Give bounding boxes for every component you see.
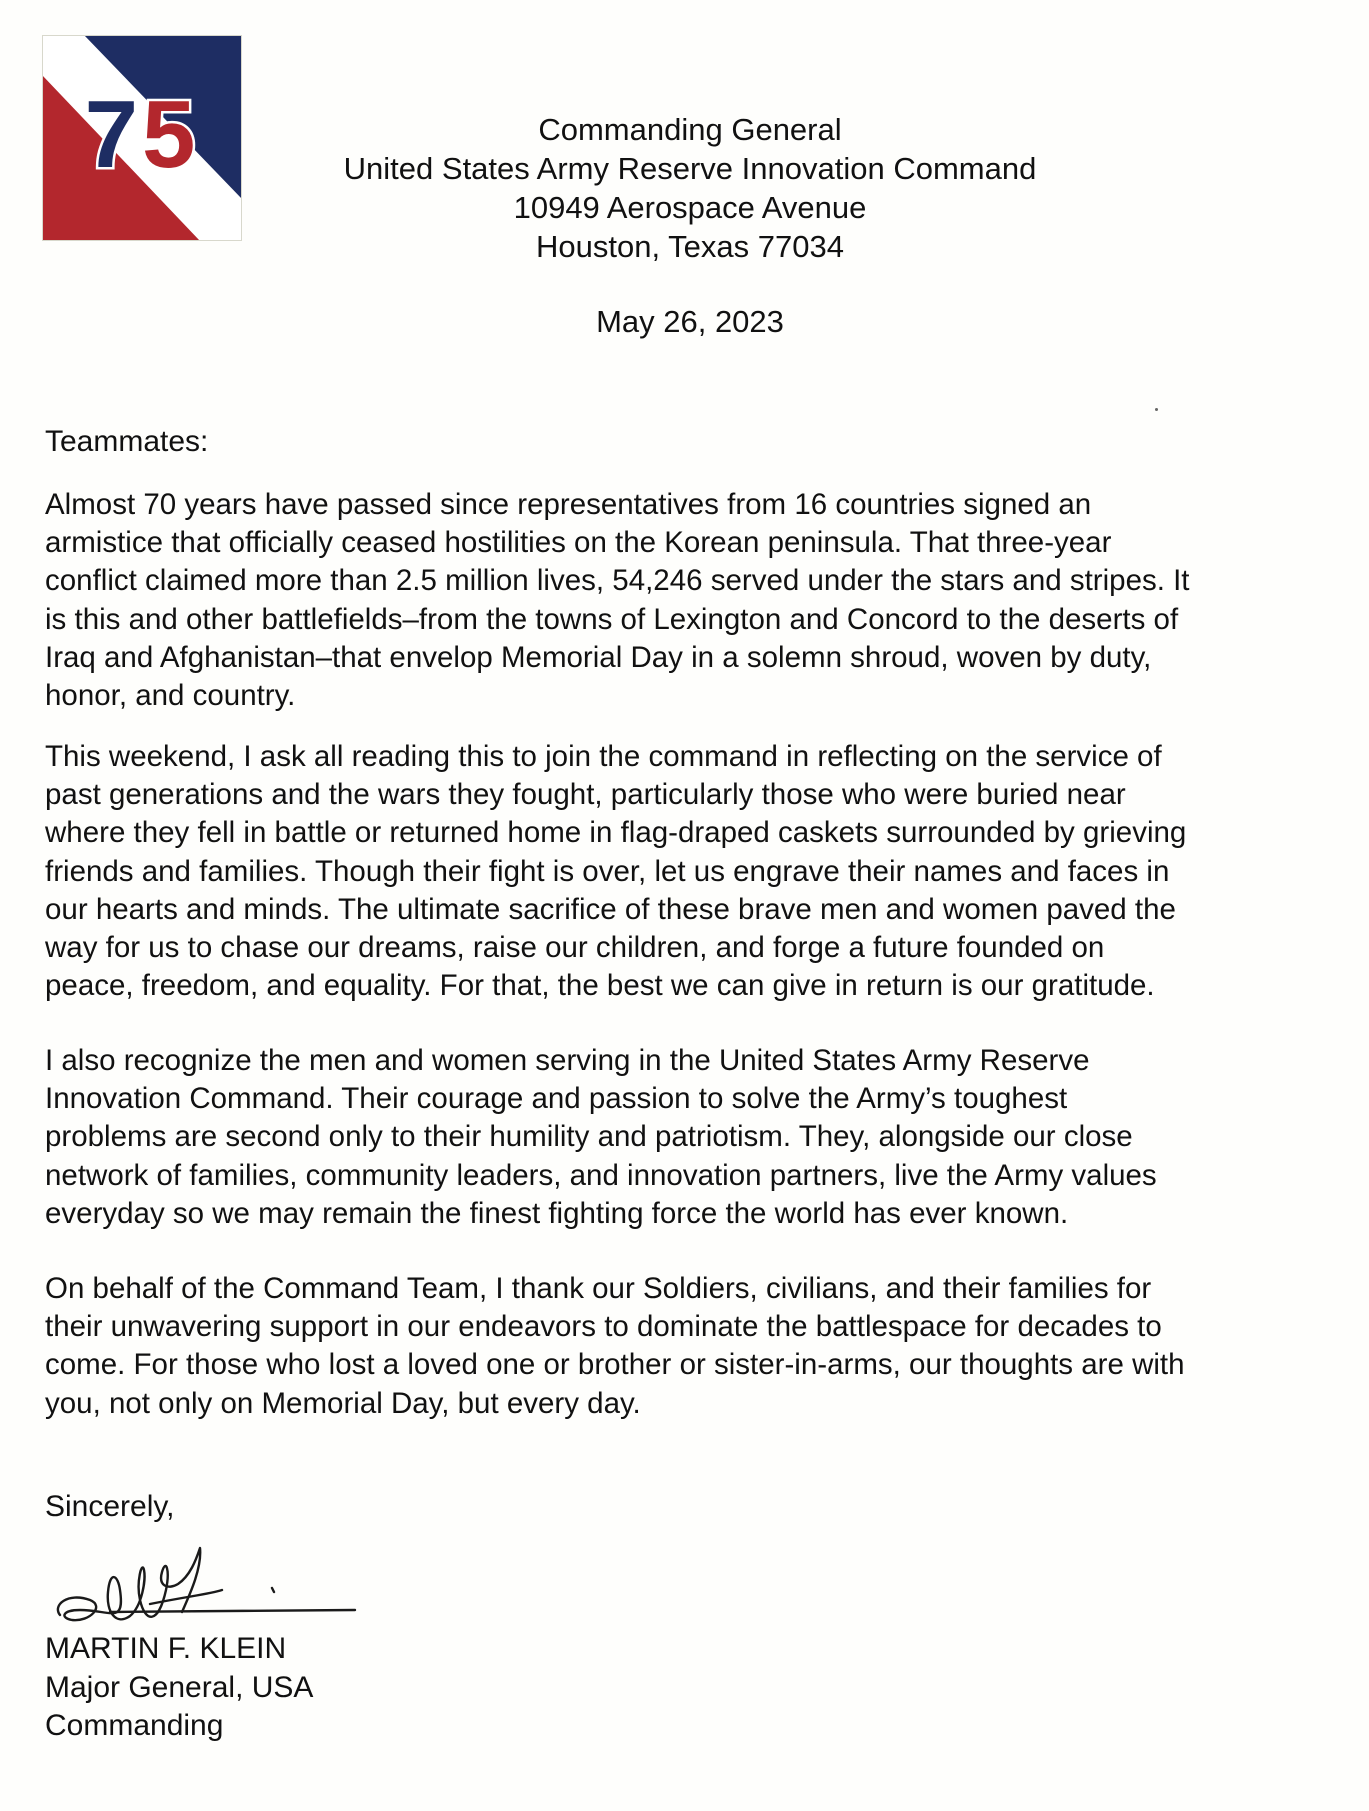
paragraph-line: our hearts and minds. The ultimate sacrifice of these brave men and women paved the [45, 892, 1176, 926]
paragraph-line: past generations and the wars they fought, particularly those who were buried near [45, 778, 1126, 812]
letterhead [290, 110, 1090, 266]
paragraph-line: friends and families. Though their fight is over, let us engrave their names and faces in [45, 854, 1170, 888]
signer-name: MARTIN F. KLEIN [45, 1632, 287, 1665]
paragraph-line: peace, freedom, and equality. For that, the best we can give in return is our gratitude. [45, 969, 1155, 1003]
paragraph-line: way for us to chase our dreams, raise our children, and forge a future founded on [45, 931, 1105, 965]
signer-title: Major General, USA [45, 1670, 314, 1704]
logo-digit-7: 7 [84, 81, 142, 188]
closing: Sincerely, [45, 1490, 175, 1523]
command-logo [42, 35, 242, 241]
scan-speck [1155, 408, 1158, 411]
signature-block [45, 1630, 313, 1746]
logo-number [85, 81, 200, 188]
letterhead-street: 10949 Aerospace Avenue [513, 190, 867, 225]
paragraph-line: On behalf of the Command Team, I thank our Soldiers, civilians, and their families for [45, 1272, 1152, 1305]
paragraph-line: Almost 70 years have passed since representatives from 16 countries signed an [45, 488, 1092, 521]
paragraph-line: This weekend, I ask all reading this to join the command in reflecting on the service of [45, 740, 1162, 773]
letterhead-city: Houston, Texas 77034 [536, 229, 844, 264]
paragraph-line: is this and other battlefields–from the towns of Lexington and Concord to the deserts of [45, 602, 1179, 636]
body-paragraph-2 [45, 738, 1335, 1005]
paragraph-line: where they fell in battle or returned home in flag-draped caskets surrounded by grieving [45, 816, 1187, 850]
body-paragraph-1 [45, 486, 1335, 715]
handwritten-signature [50, 1530, 370, 1640]
signature-strokes [50, 1530, 370, 1640]
salutation: Teammates: [45, 425, 209, 458]
paragraph-line: you, not only on Memorial Day, but every day. [45, 1386, 641, 1420]
paragraph-line: Innovation Command. Their courage and passion to solve the Army’s toughest [45, 1082, 1068, 1116]
letterhead-title: Commanding General [538, 112, 842, 147]
logo-digit-5: 5 [142, 81, 200, 188]
paragraph-line: come. For those who lost a loved one or brother or sister-in-arms, our thoughts are with [45, 1348, 1185, 1382]
paragraph-line: their unwavering support in our endeavors to dominate the battlespace for decades to [45, 1310, 1162, 1344]
body-paragraph-4 [45, 1270, 1335, 1423]
paragraph-line: Iraq and Afghanistan–that envelop Memorial Day in a solemn shroud, woven by duty, [45, 640, 1152, 674]
body-paragraph-3 [45, 1042, 1335, 1233]
command-logo-graphic [42, 35, 242, 241]
paragraph-line: network of families, community leaders, and innovation partners, live the Army values [45, 1158, 1157, 1192]
paragraph-line: honor, and country. [45, 679, 296, 713]
letter-date: May 26, 2023 [596, 304, 784, 339]
paragraph-line: I also recognize the men and women serving in the United States Army Reserve [45, 1044, 1090, 1077]
paragraph-line: conflict claimed more than 2.5 million lives, 54,246 served under the stars and stripes. It [45, 564, 1190, 598]
paragraph-line: problems are second only to their humility and patriotism. They, alongside our close [45, 1120, 1133, 1154]
letterhead-organization: United States Army Reserve Innovation Command [343, 151, 1037, 186]
paragraph-line: armistice that officially ceased hostilities on the Korean peninsula. That three-year [45, 526, 1112, 560]
paragraph-line: everyday so we may remain the finest fighting force the world has ever known. [45, 1196, 1069, 1230]
signer-role: Commanding [45, 1709, 224, 1742]
